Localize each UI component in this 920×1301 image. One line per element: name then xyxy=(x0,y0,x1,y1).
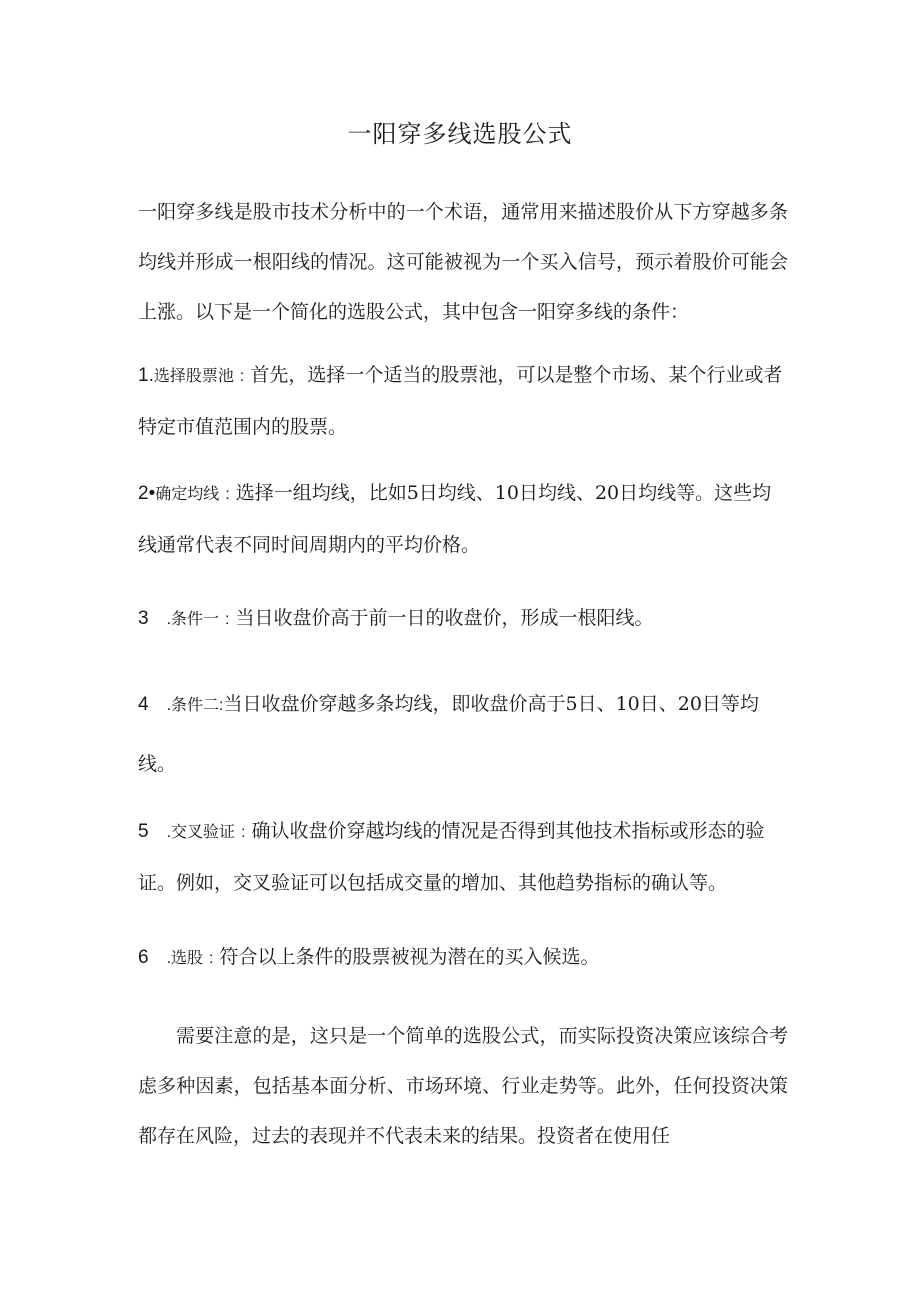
item-label: .条件一 xyxy=(166,611,220,628)
item-label: 确定均线 xyxy=(155,486,220,503)
page-title: 一阳穿多线选股公式 xyxy=(347,120,573,148)
item-separator: : xyxy=(225,486,230,503)
list-item xyxy=(138,675,788,793)
list-item xyxy=(138,932,788,984)
list-item xyxy=(138,350,788,452)
item-label: .选股 xyxy=(166,950,204,967)
item-text: 选择一组均线，比如5日均线、10日均线、20日均线等。这些均线通常代表不同时间周期内的平均价格。 xyxy=(138,482,772,556)
item-text: 首先，选择一个适当的股票池，可以是整个市场、某个行业或者特定市值范围内的股票。 xyxy=(138,364,783,438)
item-text: 当日收盘价穿越多条均线，即收盘价高于5日、10日、20日等均线。 xyxy=(138,693,759,775)
item-number: 6 xyxy=(138,947,149,968)
list-item xyxy=(138,593,788,645)
item-number: 5 xyxy=(138,821,149,842)
item-label: .交叉验证 xyxy=(166,824,236,841)
item-separator: : xyxy=(209,950,214,967)
item-text: 符合以上条件的股票被视为潜在的买入候选。 xyxy=(219,946,600,968)
list-item xyxy=(138,806,788,908)
item-label: 选择股票池 xyxy=(153,368,234,385)
item-label: .条件二: xyxy=(166,697,224,714)
item-separator: : xyxy=(241,824,246,841)
list-item xyxy=(138,468,788,570)
item-number: 3 xyxy=(138,608,149,629)
item-text: 当日收盘价高于前一日的收盘价，形成一根阳线。 xyxy=(235,607,654,629)
item-number: 1. xyxy=(138,365,154,386)
item-separator: : xyxy=(239,368,245,385)
item-text: 确认收盘价穿越均线的情况是否得到其他技术指标或形态的验证。例如，交叉验证可以包括成交量的增加、其他趋势指标的确认等。 xyxy=(138,820,765,894)
note-paragraph: 需要注意的是，这只是一个简单的选股公式，而实际投资决策应该综合考虑多种因素，包括基本面分析、市场环境、行业走势等。此外，任何投资决策都存在风险，过去的表现并不代表未来的结果。投资者在使用任 xyxy=(138,1025,788,1147)
item-number: 2• xyxy=(138,483,156,504)
item-number: 4 xyxy=(138,694,149,715)
intro-paragraph: 一阳穿多线是股市技术分析中的一个术语，通常用来描述股价从下方穿越多条均线并形成一根阳线的情况。这可能被视为一个买入信号，预示着股价可能会上涨。以下是一个简化的选股公式，其中包含一阳穿多线的条件： xyxy=(138,201,788,323)
item-separator: : xyxy=(225,611,230,628)
